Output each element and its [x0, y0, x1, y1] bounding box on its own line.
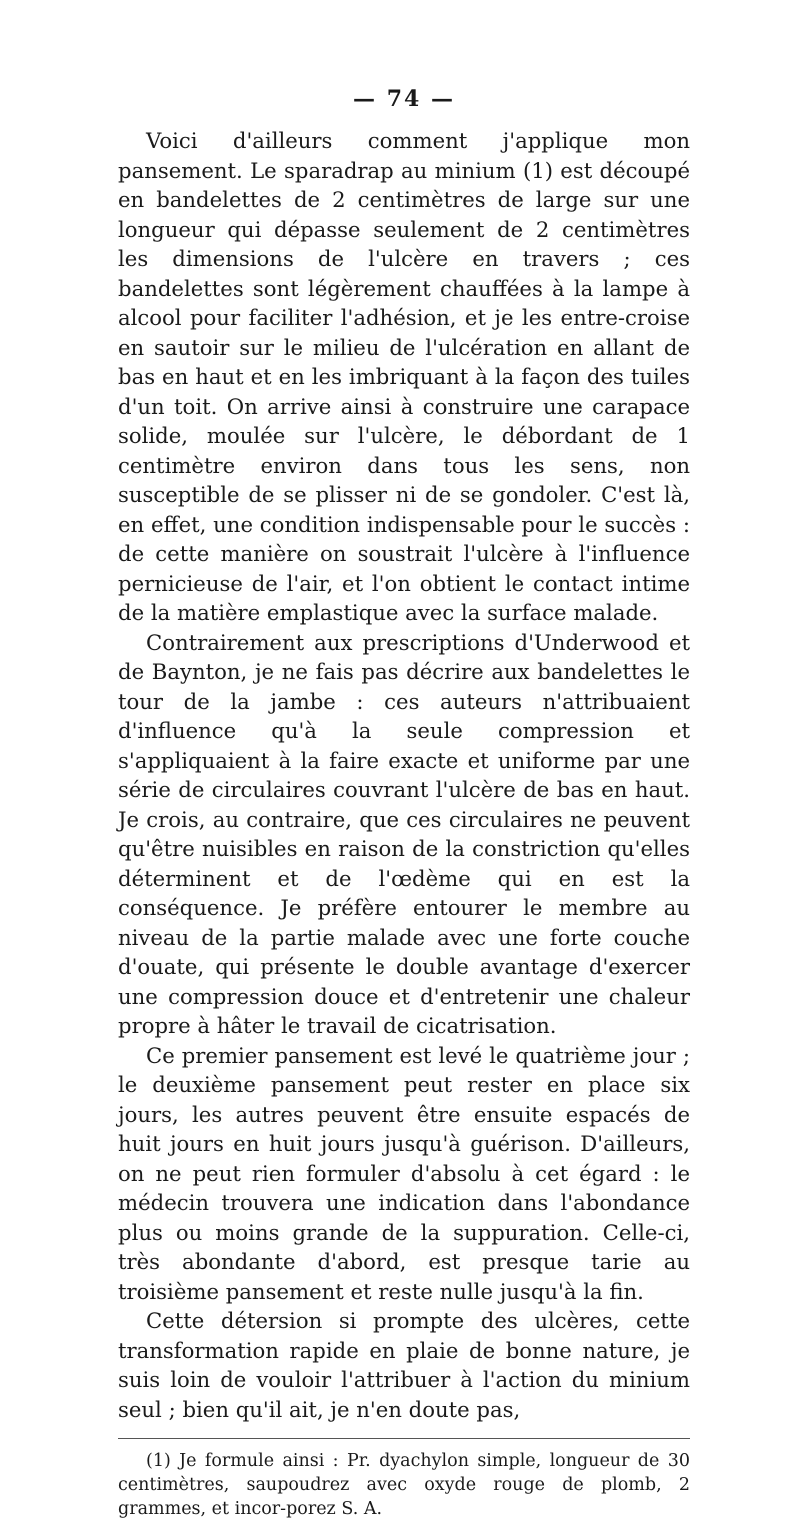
paragraph-4: Cette détersion si prompte des ulcères, cette transformation rapide en plaie de bonne nature, je suis loin de vouloir l'attribuer à l'action du minium seul ; bien qu'il ait, je n'en doute pas,	[118, 1308, 690, 1422]
body-text	[118, 126, 690, 1424]
paragraph-1: Voici d'ailleurs comment j'applique mon pansement. Le sparadrap au minium (1) est découpé en bandelettes de 2 centimètres de large sur une longueur qui dépasse seulement de 2 centimètres les dimensions de l'ulcère en travers ; ces bandelettes sont légèrement chauffées à la lampe à alcool pour faciliter l'adhésion, et je les entre-croise en sautoir sur le milieu de l'ulcération en allant de bas en haut et en les imbriquant à la façon des tuiles d'un toit. On arrive ainsi à construire une carapace solide, moulée sur l'ulcère, le débordant de 1 centimètre environ dans tous les sens, non susceptible de se plisser ni de se gondoler. C'est là, en effet, une condition indispensable pour le succès : de cette manière on soustrait l'ulcère à l'influence pernicieuse de l'air, et l'on obtient le contact intime de la matière emplastique avec la surface malade.	[118, 128, 690, 625]
paragraph-2: Contrairement aux prescriptions d'Underwood et de Baynton, je ne fais pas décrire aux bandelettes le tour de la jambe : ces auteurs n'attribuaient d'influence qu'à la seule compression et s'appliquaient à la faire exacte et uniforme par une série de circulaires couvrant l'ulcère de bas en haut. Je crois, au contraire, que ces circulaires ne peuvent qu'être nuisibles en raison de la constriction qu'elles déterminent et de l'œdème qui en est la conséquence. Je préfère entourer le membre au niveau de la partie malade avec une forte couche d'ouate, qui présente le double avantage d'exercer une compression douce et d'entretenir une chaleur propre à hâter le travail de cicatrisation.	[118, 629, 690, 1038]
paragraph-3: Ce premier pansement est levé le quatrième jour ; le deuxième pansement peut rester en place six jours, les autres peuvent être ensuite espacés de huit jours en huit jours jusqu'à guérison. D'ailleurs, on ne peut rien formuler d'absolu à cet égard : le médecin trouvera une indication dans l'abondance plus ou moins grande de la suppuration. Celle-ci, très abondante d'abord, est presque tarie au troisième pansement et reste nulle jusqu'à la fin.	[118, 1042, 690, 1304]
footnote: (1) Je formule ainsi : Pr. dyachylon simple, longueur de 30 centimètres, saupoudrez avec oxyde rouge de plomb, 2 grammes, et incor-porez S. A.	[118, 1451, 690, 1519]
footnote-divider	[118, 1438, 690, 1439]
page-number: — 74 —	[353, 86, 455, 112]
